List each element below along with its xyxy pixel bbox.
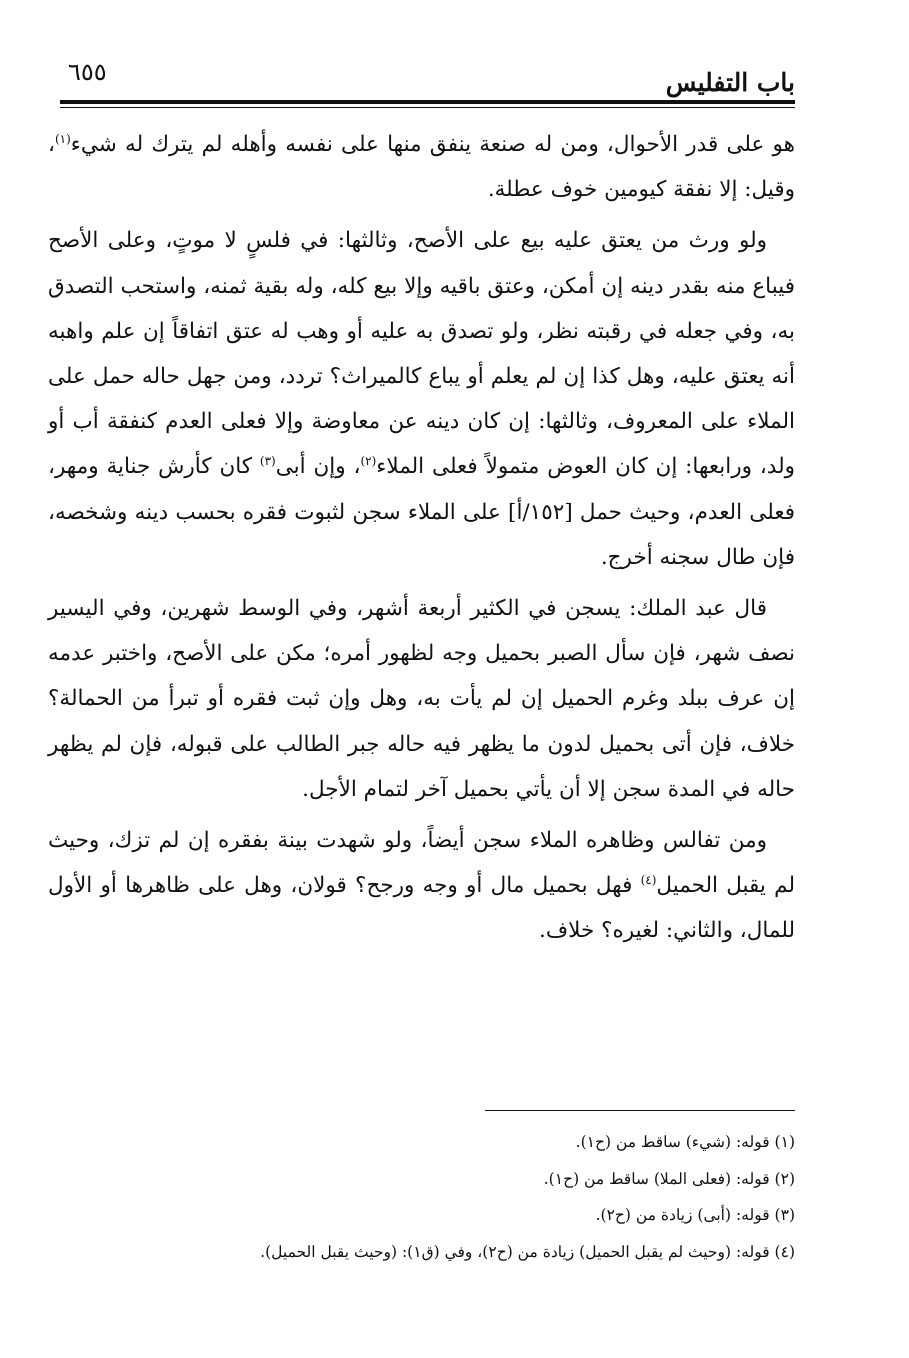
page-number: ٦٥٥ xyxy=(68,58,107,86)
footnotes xyxy=(175,1124,795,1270)
main-text xyxy=(48,122,795,954)
header-rule-thin xyxy=(60,107,795,108)
footnote-3: (٣) قوله: (أبى) زيادة من (ح٢). xyxy=(595,1206,795,1224)
footnote-1: (١) قوله: (شيء) ساقط من (ح١). xyxy=(575,1133,795,1151)
text-segment: ، وإن أبى xyxy=(275,454,361,480)
text-segment: ولو ورث من يعتق عليه بيع على الأصح، وثالثها: في فلسٍ لا موتٍ، وعلى الأصح فيباع منه بقدر دينه إن أمكن، وعتق باقيه وإلا بيع كله، وله بقية ثمنه، واستحب التصدق به، وفي جعله في رقبته نظر، ولو تصدق به عليه أو وهب له عتق اتفاقاً إن علم واهبه أنه يعتق عليه، وهل كذا إن لم يعلم أو يباع كالميراث؟ تردد، ومن جهل حاله حمل على الملاء على المعروف، وثالثها: إن كان دينه عن معاوضة وإلا فعلى العدم كنفقة أب أو ولد، ورابعها: إن كان العوض متمولاً فعلى الملاء xyxy=(48,228,795,480)
text-segment: ومن تفالس وظاهره الملاء سجن أيضاً، ولو شهدت بينة بفقره إن لم تزك، وحيث لم يقبل الحميل xyxy=(48,828,795,899)
paragraph-3 xyxy=(48,586,795,812)
paragraph-4 xyxy=(48,818,795,954)
footnote-2: (٢) قوله: (فعلى الملا) ساقط من (ح١). xyxy=(543,1169,795,1188)
footnote-marker: (٣) xyxy=(259,454,276,469)
page-header xyxy=(60,58,795,100)
text-segment: قال عبد الملك: يسجن في الكثير أربعة أشهر، وفي الوسط شهرين، وفي اليسير نصف شهر، فإن سأل الصبر بحميل وجه لظهور أمره؛ مكن على الأصح، واختبر عدمه إن عرف ببلد وغرم الحميل إن لم يأت به، وهل وإن ثبت فقره أو تبرأ من الحمالة؟ خلاف، فإن أتى بحميل لدون ما يظهر فيه حاله جبر الطالب على قبوله، فإن لم يظهر حاله في المدة سجن إلا أن يأتي بحميل آخر لتمام الأجل. xyxy=(48,596,795,802)
footnote-marker: (١) xyxy=(54,131,71,146)
text-segment: هو على قدر الأحوال، ومن له صنعة ينفق منها على نفسه وأهله لم يترك له شيء xyxy=(70,132,795,157)
header-rule-thick xyxy=(60,100,795,104)
text-segment: فهل بحميل مال أو وجه ورجح؟ قولان، وهل على ظاهرها أو الأول للمال، والثاني: لغيره؟ خلاف. xyxy=(48,873,795,944)
text-segment: كان كأرش جناية ومهر، فعلى العدم، وحيث حمل [١٥٢/أ] على الملاء سجن لثبوت فقره بحسب دينه وشخصه، فإن طال سجنه أخرج. xyxy=(48,454,795,570)
footnote-marker: (٢) xyxy=(360,454,377,469)
chapter-title: باب التفليس xyxy=(665,68,795,97)
paragraph-1 xyxy=(48,122,795,212)
footnote-marker: (٤) xyxy=(640,873,657,888)
footnote-4: (٤) قوله: (وحيث لم يقبل الحميل) زيادة من (ح٢)، وفي (ق١): (وحيث يقبل الحميل). xyxy=(260,1242,795,1261)
footnote-separator xyxy=(485,1110,795,1111)
paragraph-2 xyxy=(48,218,795,580)
text-segment: ، وقيل: إلا نفقة كيومين خوف عطلة. xyxy=(48,132,795,203)
